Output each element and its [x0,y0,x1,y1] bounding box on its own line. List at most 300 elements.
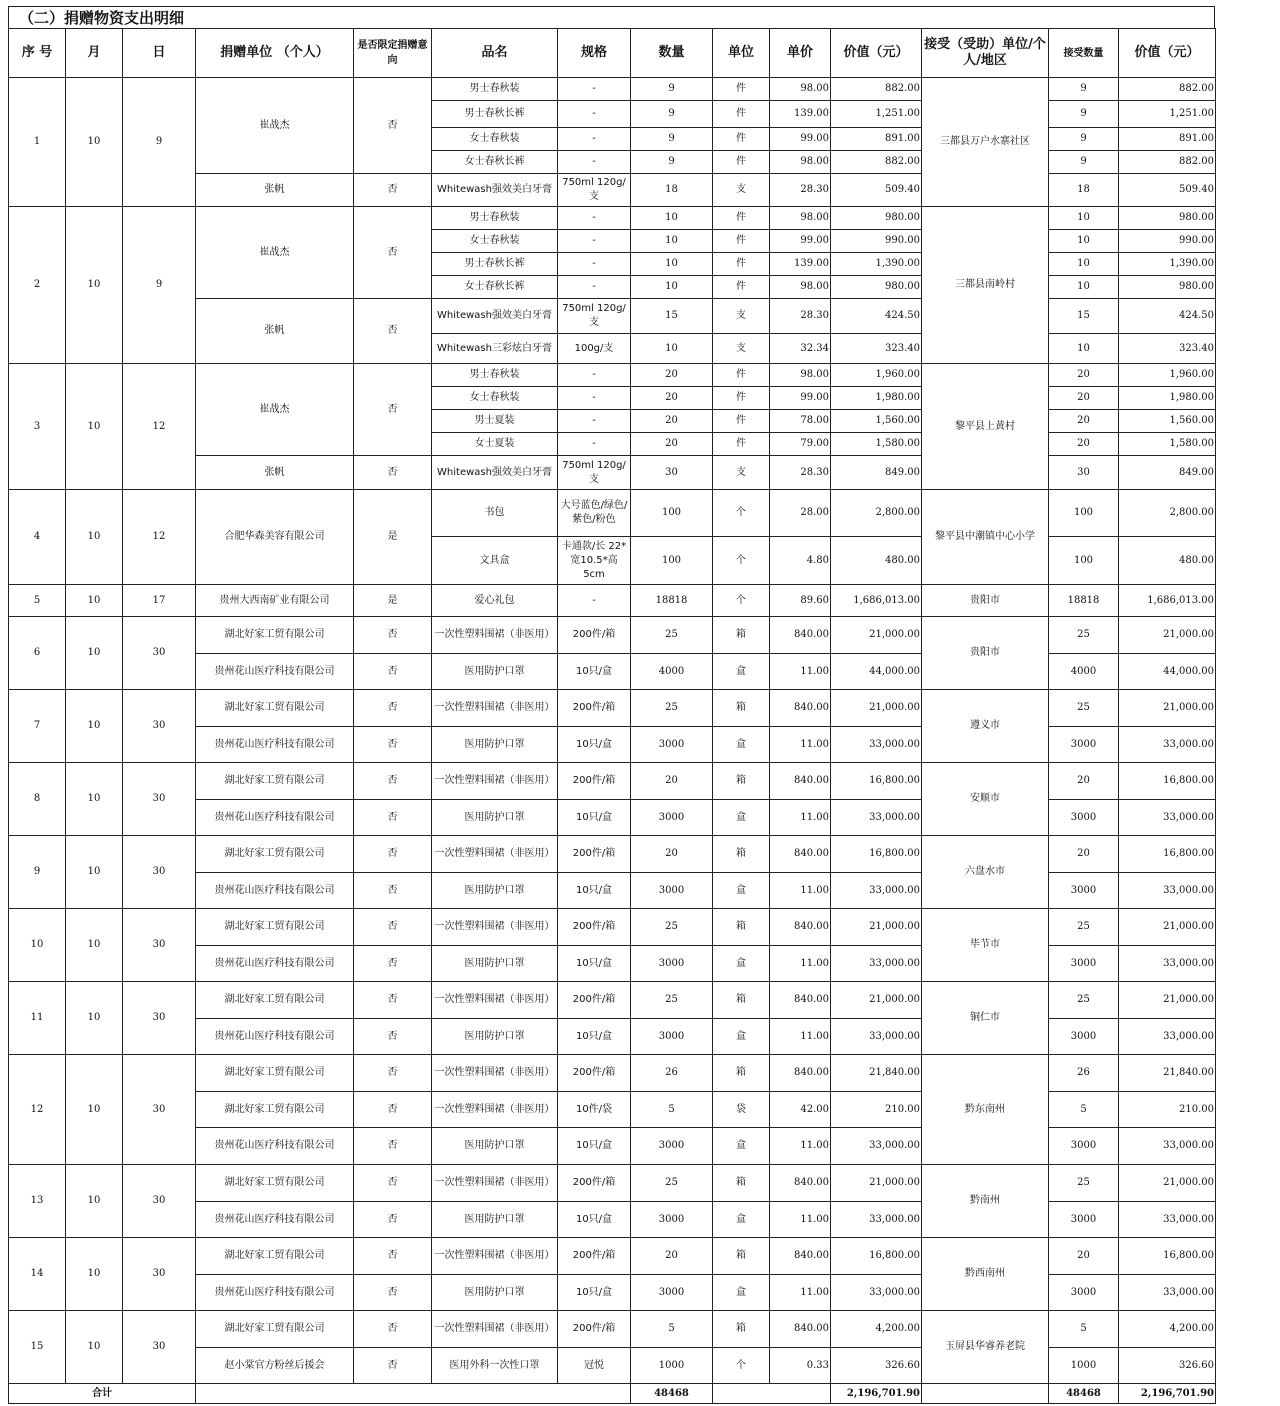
cell-recv-value: 1,580.00 [1119,433,1216,456]
cell-qty: 1000 [631,1348,713,1384]
cell-recv-qty: 25 [1049,1165,1119,1202]
cell-unit: 盒 [713,1128,770,1165]
cell-restricted: 否 [354,1019,432,1055]
cell-spec: - [558,230,631,253]
table-row [9,1311,1216,1348]
cell-spec: 10件/袋 [558,1092,631,1128]
cell-day: 30 [123,617,196,690]
cell-restricted: 否 [354,1165,432,1202]
cell-unit: 箱 [713,1165,770,1202]
header-qty: 数量 [631,29,713,78]
cell-spec: 200件/箱 [558,1238,631,1275]
cell-item: Whitewash强效美白牙膏 [432,456,558,490]
cell-item: 女士春秋装 [432,128,558,151]
cell-month: 10 [66,1311,123,1384]
cell-seq: 3 [9,364,66,490]
cell-recv-value: 891.00 [1119,128,1216,151]
cell-spec: 大号蓝色/绿色/紫色/粉色 [558,490,631,537]
cell-donor: 湖北好家工贸有限公司 [196,690,354,727]
total-recv-value: 2,196,701.90 [1119,1384,1216,1404]
cell-recv-qty: 9 [1049,101,1119,128]
cell-price: 4.80 [770,537,831,585]
cell-qty: 20 [631,836,713,873]
header-donor: 捐赠单位 （个人） [196,29,354,78]
cell-value: 882.00 [831,151,922,174]
cell-item: Whitewash强效美白牙膏 [432,174,558,207]
total-blank [196,1384,631,1404]
cell-price: 98.00 [770,78,831,101]
cell-value: 1,580.00 [831,433,922,456]
total-recv-qty: 48468 [1049,1384,1119,1404]
table-row [9,78,1216,101]
cell-donor: 贵州花山医疗科技有限公司 [196,800,354,836]
cell-unit: 件 [713,253,770,276]
cell-donor: 湖北好家工贸有限公司 [196,617,354,654]
cell-qty: 26 [631,1055,713,1092]
cell-unit: 盒 [713,800,770,836]
cell-item: 一次性塑料围裙（非医用） [432,982,558,1019]
cell-spec: 750ml 120g/支 [558,456,631,490]
cell-item: 女士春秋长裤 [432,276,558,299]
cell-qty: 10 [631,230,713,253]
cell-unit: 件 [713,151,770,174]
cell-restricted: 否 [354,1275,432,1311]
cell-price: 11.00 [770,1202,831,1238]
cell-recv-qty: 3000 [1049,727,1119,763]
cell-price: 0.33 [770,1348,831,1384]
cell-month: 10 [66,909,123,982]
cell-unit: 件 [713,207,770,230]
cell-recv-value: 21,000.00 [1119,1165,1216,1202]
cell-recv-value: 33,000.00 [1119,1128,1216,1165]
cell-month: 10 [66,207,123,364]
cell-recv-value: 980.00 [1119,207,1216,230]
cell-recv-value: 33,000.00 [1119,1202,1216,1238]
cell-recv-value: 44,000.00 [1119,654,1216,690]
header-spec: 规格 [558,29,631,78]
cell-value: 21,840.00 [831,1055,922,1092]
cell-donor: 湖北好家工贸有限公司 [196,909,354,946]
cell-value: 33,000.00 [831,946,922,982]
cell-donor: 张帆 [196,174,354,207]
header-month: 月 [66,29,123,78]
cell-unit: 盒 [713,1202,770,1238]
cell-spec: 200件/箱 [558,1311,631,1348]
cell-value: 21,000.00 [831,909,922,946]
cell-recipient: 毕节市 [922,909,1049,982]
cell-item: 女士春秋装 [432,230,558,253]
cell-spec: 200件/箱 [558,909,631,946]
cell-seq: 8 [9,763,66,836]
cell-spec: 10只/盒 [558,1128,631,1165]
cell-recv-value: 33,000.00 [1119,727,1216,763]
cell-item: Whitewash三彩炫白牙膏 [432,334,558,364]
cell-restricted: 否 [354,654,432,690]
cell-spec: 200件/箱 [558,1165,631,1202]
cell-recv-qty: 20 [1049,763,1119,800]
cell-value: 980.00 [831,207,922,230]
cell-recv-qty: 25 [1049,982,1119,1019]
cell-spec: - [558,585,631,617]
header-day: 日 [123,29,196,78]
cell-recv-qty: 26 [1049,1055,1119,1092]
table-title: （二）捐赠物资支出明细 [8,6,1215,28]
table-row [9,836,1216,873]
cell-value: 1,686,013.00 [831,585,922,617]
cell-price: 840.00 [770,836,831,873]
cell-unit: 箱 [713,1238,770,1275]
cell-day: 12 [123,490,196,585]
cell-value: 509.40 [831,174,922,207]
cell-restricted: 否 [354,800,432,836]
cell-item: 医用防护口罩 [432,654,558,690]
cell-restricted: 是 [354,585,432,617]
cell-item: 医用防护口罩 [432,1128,558,1165]
cell-qty: 3000 [631,946,713,982]
cell-spec: 10只/盒 [558,654,631,690]
cell-qty: 10 [631,334,713,364]
cell-recipient: 玉屏县华睿养老院 [922,1311,1049,1384]
cell-value: 21,000.00 [831,617,922,654]
cell-value: 424.50 [831,299,922,334]
cell-restricted: 否 [354,836,432,873]
cell-seq: 11 [9,982,66,1055]
cell-spec: 200件/箱 [558,1055,631,1092]
header-value: 价值（元） [831,29,922,78]
cell-item: 爱心礼包 [432,585,558,617]
cell-item: 医用外科一次性口罩 [432,1348,558,1384]
table-body [9,78,1216,1404]
cell-value: 1,560.00 [831,410,922,433]
header-recipient: 接受（受助）单位/个人/地区 [922,29,1049,78]
cell-price: 840.00 [770,982,831,1019]
cell-item: 一次性塑料围裙（非医用） [432,617,558,654]
cell-unit: 件 [713,78,770,101]
cell-day: 17 [123,585,196,617]
cell-price: 840.00 [770,690,831,727]
cell-seq: 10 [9,909,66,982]
cell-recv-qty: 4000 [1049,654,1119,690]
cell-donor: 崔战杰 [196,364,354,456]
cell-item: 医用防护口罩 [432,1202,558,1238]
cell-price: 79.00 [770,433,831,456]
cell-unit: 盒 [713,873,770,909]
cell-price: 98.00 [770,276,831,299]
cell-donor: 贵州大西南矿业有限公司 [196,585,354,617]
cell-day: 30 [123,1238,196,1311]
cell-recipient: 贵阳市 [922,617,1049,690]
cell-restricted: 否 [354,1092,432,1128]
cell-unit: 箱 [713,1311,770,1348]
cell-month: 10 [66,690,123,763]
cell-day: 9 [123,78,196,207]
cell-restricted: 否 [354,78,432,174]
cell-item: 文具盒 [432,537,558,585]
cell-donor: 湖北好家工贸有限公司 [196,763,354,800]
cell-recv-qty: 3000 [1049,873,1119,909]
cell-unit: 件 [713,276,770,299]
cell-day: 30 [123,909,196,982]
cell-recv-qty: 3000 [1049,1128,1119,1165]
cell-qty: 15 [631,299,713,334]
cell-qty: 3000 [631,1202,713,1238]
cell-value: 33,000.00 [831,1128,922,1165]
cell-price: 89.60 [770,585,831,617]
cell-donor: 张帆 [196,456,354,490]
cell-recv-qty: 100 [1049,490,1119,537]
cell-spec: 10只/盒 [558,800,631,836]
cell-recv-qty: 15 [1049,299,1119,334]
cell-value: 21,000.00 [831,1165,922,1202]
cell-value: 323.40 [831,334,922,364]
cell-price: 32.34 [770,334,831,364]
cell-qty: 10 [631,207,713,230]
cell-unit: 盒 [713,654,770,690]
cell-price: 99.00 [770,128,831,151]
cell-recv-value: 21,000.00 [1119,690,1216,727]
table-row [9,909,1216,946]
cell-unit: 盒 [713,946,770,982]
cell-restricted: 否 [354,1311,432,1348]
table-row [9,763,1216,800]
cell-spec: 10只/盒 [558,946,631,982]
cell-recv-value: 882.00 [1119,151,1216,174]
cell-seq: 15 [9,1311,66,1384]
cell-restricted: 否 [354,1055,432,1092]
header-item: 品名 [432,29,558,78]
cell-recv-qty: 1000 [1049,1348,1119,1384]
cell-recv-value: 16,800.00 [1119,1238,1216,1275]
cell-qty: 9 [631,151,713,174]
cell-qty: 20 [631,763,713,800]
cell-qty: 20 [631,1238,713,1275]
cell-price: 139.00 [770,253,831,276]
cell-unit: 盒 [713,727,770,763]
cell-item: 医用防护口罩 [432,1275,558,1311]
total-label: 合计 [9,1384,196,1404]
cell-price: 840.00 [770,1238,831,1275]
cell-qty: 9 [631,101,713,128]
cell-restricted: 否 [354,364,432,456]
cell-qty: 25 [631,982,713,1019]
cell-month: 10 [66,1165,123,1238]
cell-month: 10 [66,490,123,585]
cell-donor: 贵州花山医疗科技有限公司 [196,946,354,982]
cell-spec: - [558,433,631,456]
header-recv-value: 价值（元） [1119,29,1216,78]
cell-restricted: 否 [354,909,432,946]
cell-value: 210.00 [831,1092,922,1128]
cell-item: 一次性塑料围裙（非医用） [432,909,558,946]
cell-price: 840.00 [770,909,831,946]
cell-spec: - [558,410,631,433]
cell-recv-qty: 3000 [1049,1275,1119,1311]
cell-unit: 盒 [713,1275,770,1311]
cell-recv-qty: 20 [1049,836,1119,873]
cell-recv-qty: 20 [1049,410,1119,433]
cell-spec: 10只/盒 [558,873,631,909]
cell-qty: 3000 [631,800,713,836]
cell-spec: 卡通款/长 22*宽10.5*高 5cm [558,537,631,585]
cell-recipient: 安顺市 [922,763,1049,836]
header-recv-qty: 接受数量 [1049,29,1119,78]
cell-qty: 20 [631,433,713,456]
cell-recipient: 黔南州 [922,1165,1049,1238]
cell-item: 一次性塑料围裙（非医用） [432,836,558,873]
cell-item: Whitewash强效美白牙膏 [432,299,558,334]
cell-spec: 10只/盒 [558,1202,631,1238]
cell-unit: 箱 [713,690,770,727]
table-row [9,690,1216,727]
cell-price: 98.00 [770,207,831,230]
cell-qty: 100 [631,537,713,585]
cell-recv-qty: 3000 [1049,800,1119,836]
cell-unit: 箱 [713,982,770,1019]
cell-recv-qty: 18818 [1049,585,1119,617]
cell-restricted: 是 [354,490,432,585]
cell-spec: 10只/盒 [558,1275,631,1311]
cell-recv-value: 33,000.00 [1119,1275,1216,1311]
cell-qty: 20 [631,410,713,433]
table-row [9,1165,1216,1202]
cell-unit: 箱 [713,909,770,946]
cell-restricted: 否 [354,1128,432,1165]
cell-spec: - [558,364,631,387]
cell-recv-value: 2,800.00 [1119,490,1216,537]
cell-recv-qty: 10 [1049,253,1119,276]
cell-restricted: 否 [354,946,432,982]
cell-month: 10 [66,763,123,836]
cell-recipient: 黎平县上黄村 [922,364,1049,490]
cell-recv-qty: 10 [1049,207,1119,230]
cell-seq: 2 [9,207,66,364]
cell-qty: 25 [631,1165,713,1202]
table-row [9,490,1216,537]
total-qty: 48468 [631,1384,713,1404]
cell-price: 11.00 [770,946,831,982]
cell-donor: 贵州花山医疗科技有限公司 [196,654,354,690]
cell-item: 医用防护口罩 [432,1019,558,1055]
cell-qty: 10 [631,276,713,299]
cell-spec: - [558,151,631,174]
cell-unit: 盒 [713,1019,770,1055]
cell-value: 33,000.00 [831,1275,922,1311]
cell-value: 849.00 [831,456,922,490]
cell-recipient: 黔东南州 [922,1055,1049,1165]
cell-value: 21,000.00 [831,982,922,1019]
cell-month: 10 [66,617,123,690]
cell-recv-qty: 20 [1049,433,1119,456]
header-row [9,29,1216,78]
cell-spec: 200件/箱 [558,690,631,727]
cell-spec: 200件/箱 [558,836,631,873]
cell-price: 840.00 [770,617,831,654]
table-row [9,207,1216,230]
table-row [9,617,1216,654]
cell-donor: 合肥华森美容有限公司 [196,490,354,585]
cell-spec: 100g/支 [558,334,631,364]
cell-recv-qty: 9 [1049,78,1119,101]
cell-qty: 4000 [631,654,713,690]
cell-item: 男士春秋装 [432,364,558,387]
cell-spec: - [558,78,631,101]
cell-value: 2,800.00 [831,490,922,537]
cell-seq: 4 [9,490,66,585]
cell-spec: - [558,207,631,230]
cell-recv-value: 326.60 [1119,1348,1216,1384]
cell-value: 21,000.00 [831,690,922,727]
cell-seq: 14 [9,1238,66,1311]
cell-month: 10 [66,1238,123,1311]
cell-price: 840.00 [770,1311,831,1348]
cell-recv-value: 509.40 [1119,174,1216,207]
cell-recipient: 铜仁市 [922,982,1049,1055]
cell-day: 30 [123,836,196,909]
cell-recipient: 遵义市 [922,690,1049,763]
cell-qty: 3000 [631,1128,713,1165]
cell-item: 男士春秋装 [432,207,558,230]
cell-item: 书包 [432,490,558,537]
cell-unit: 支 [713,174,770,207]
cell-restricted: 否 [354,763,432,800]
cell-value: 1,390.00 [831,253,922,276]
cell-qty: 5 [631,1311,713,1348]
cell-item: 医用防护口罩 [432,946,558,982]
cell-recv-qty: 18 [1049,174,1119,207]
cell-recv-value: 1,560.00 [1119,410,1216,433]
cell-unit: 件 [713,230,770,253]
cell-donor: 湖北好家工贸有限公司 [196,1311,354,1348]
cell-value: 33,000.00 [831,800,922,836]
cell-recipient: 三都县南岭村 [922,207,1049,364]
cell-recv-qty: 20 [1049,1238,1119,1275]
total-blank [922,1384,1049,1404]
cell-price: 78.00 [770,410,831,433]
cell-spec: 冠悦 [558,1348,631,1384]
cell-qty: 20 [631,387,713,410]
cell-recv-value: 849.00 [1119,456,1216,490]
cell-restricted: 否 [354,1202,432,1238]
cell-unit: 支 [713,334,770,364]
cell-qty: 20 [631,364,713,387]
cell-value: 1,251.00 [831,101,922,128]
cell-spec: 200件/箱 [558,982,631,1019]
cell-day: 30 [123,982,196,1055]
cell-recv-value: 1,251.00 [1119,101,1216,128]
cell-day: 12 [123,364,196,490]
cell-donor: 崔战杰 [196,207,354,299]
cell-spec: - [558,101,631,128]
cell-spec: 10只/盒 [558,1019,631,1055]
cell-value: 1,960.00 [831,364,922,387]
cell-value: 1,980.00 [831,387,922,410]
cell-item: 女士春秋装 [432,387,558,410]
cell-unit: 个 [713,1348,770,1384]
cell-recv-value: 210.00 [1119,1092,1216,1128]
cell-recv-value: 21,000.00 [1119,617,1216,654]
cell-recipient: 六盘水市 [922,836,1049,909]
cell-qty: 3000 [631,1019,713,1055]
cell-recipient: 黔西南州 [922,1238,1049,1311]
cell-unit: 个 [713,585,770,617]
cell-restricted: 否 [354,456,432,490]
cell-unit: 支 [713,299,770,334]
header-unit: 单位 [713,29,770,78]
cell-value: 16,800.00 [831,763,922,800]
cell-qty: 9 [631,128,713,151]
cell-price: 11.00 [770,800,831,836]
cell-recipient: 黎平县中潮镇中心小学 [922,490,1049,585]
